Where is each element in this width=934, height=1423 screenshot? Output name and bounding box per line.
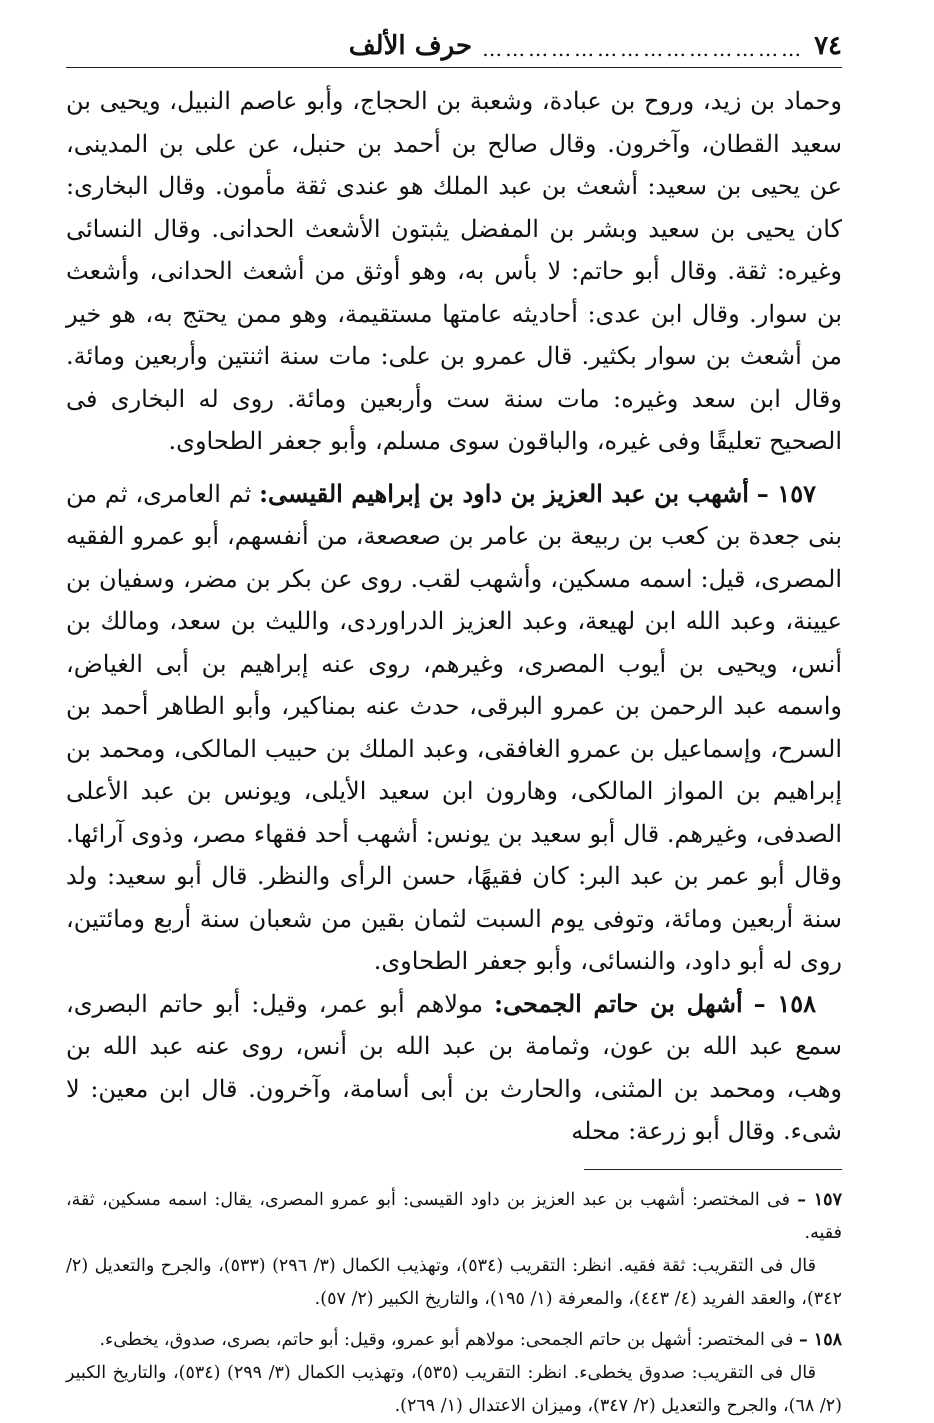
footnote-number: ١٥٧ – [797, 1189, 842, 1210]
footnote-separator [584, 1169, 842, 1170]
footnote-head [66, 1324, 842, 1357]
book-page [66, 24, 843, 1416]
page-number: ٧٤ [814, 31, 842, 61]
entry-157 [66, 473, 842, 983]
entry-text: مولاهم أبو عمر، وقيل: أبو حاتم البصرى، سمع عبد الله بن عون، وثمامة بن عبد الله بن أنس، روى عنه عبد الله بن وهب، ومحمد بن المثنى، والحارث بن أبى أسامة، وآخرون. قال ابن معين: لا شىء. وقال أبو زرعة: محله [66, 989, 843, 1145]
footnotes [66, 1184, 842, 1423]
footnote-number: ١٥٨ – [798, 1329, 842, 1350]
entry-158 [66, 983, 842, 1153]
continuation-paragraph: وحماد بن زيد، وروح بن عبادة، وشعبة بن الحجاج، وأبو عاصم النبيل، ويحيى بن سعيد القطان، وآخرون. وقال صالح بن أحمد بن حنبل، عن على بن المدينى، عن يحيى بن سعيد: أشعث بن عبد الملك هو عندى ثقة مأمون. وقال البخارى: كان يحيى بن سعيد وبشر بن المفضل يثبتون الأشعث الحدانى. وقال النسائى وغيره: ثقة. وقال أبو حاتم: لا بأس به، وهو أوثق من أشعث الحدانى، وأشعث بن سوار. وقال ابن عدى: أحاديثه عامتها مستقيمة، وهو ممن يحتج به، هو خير من أشعث بن سوار بكثير. قال عمرو بن على: مات سنة اثنتين وأربعين ومائة. وقال ابن سعد وغيره: مات سنة ست وأربعين ومائة. روى له البخارى فى الصحيح تعليقًا وفى غيره، والباقون سوى مسلم، وأبو جعفر الطحاوى. [66, 87, 843, 455]
entry-number: ١٥٨ – [753, 988, 816, 1018]
footnote-references: قال فى التقريب: ثقة فقيه. انظر: التقريب (٥٣٤)، وتهذيب الكمال (٣/ ٢٩٦) (٥٣٣)، والجرح والتعديل (٢/ ٣٤٢)، والعقد الفريد (٤/ ٤٤٣)، والمعرفة (١/ ١٩٥)، والتاريخ الكبير (٢/ ٥٧). [66, 1255, 842, 1309]
header-leader-dots: …………………………………… [482, 37, 805, 61]
footnote-head [66, 1184, 842, 1250]
entry-text: ثم العامرى، ثم من بنى جعدة بن كعب بن ربيعة بن عامر بن صعصعة، من أنفسهم، أبو عمرو الفقيه المصرى، قيل: اسمه مسكين، وأشهب لقب. روى عن بكر بن مضر، وسفيان بن عيينة، وعبد الله ابن لهيعة، وعبد العزيز الدراوردى، والليث بن سعد، ومالك بن أنس، ويحيى بن أيوب المصرى، وغيرهم، روى عنه إبراهيم بن أبى الغياض، واسمه عبد الرحمن بن عمرو البرقى، حدث عنه بمناكير، وأبو الطاهر أحمد بن السرح، وإسماعيل بن عمرو الغافقى، وعبد الملك بن حبيب المالكى، ومحمد بن إبراهيم بن المواز المالكى، وهارون ابن سعيد الأيلى، ويونس بن عبد الأعلى الصدفى، وغيرهم. قال أبو سعيد بن يونس: أشهب أحد فقهاء مصر، وذوى آرائها. وقال أبو عمر بن عبد البر: كان فقيهًا، حسن الرأى والنظر. قال أبو سعيد: ولد سنة أربعين ومائة، وتوفى يوم السبت لثمان بقين من شعبان سنة أربع ومائتين، روى له أبو داود، والنسائى، وأبو جعفر الطحاوى. [66, 479, 843, 975]
running-head [66, 24, 842, 68]
footnote-157 [66, 1184, 842, 1316]
section-title: حرف الألف [348, 31, 473, 61]
entry-name: أشهل بن حاتم الجمحى: [494, 988, 743, 1018]
main-text [66, 80, 842, 1153]
entry-number: ١٥٧ – [756, 478, 816, 508]
footnote-summary: فى المختصر: أشهل بن حاتم الجمحى: مولاهم أبو عمرو، وقيل: أبو حاتم، بصرى، صدوق، يخطىء. [99, 1329, 794, 1350]
footnote-summary: فى المختصر: أشهب بن عبد العزيز بن داود القيسى: أبو عمرو المصرى، يقال: اسمه مسكين، ثقة، فقيه. [66, 1189, 842, 1243]
footnote-references: قال فى التقريب: صدوق يخطىء. انظر: التقريب (٥٣٥)، وتهذيب الكمال (٣/ ٢٩٩) (٥٣٤)، والتاريخ الكبير (٢/ ٦٨)، والجرح والتعديل (٢/ ٣٤٧)، وميزان الاعتدال (١/ ٢٦٩). [66, 1362, 842, 1416]
entry-name: أشهب بن عبد العزيز بن داود بن إبراهيم القيسى: [259, 478, 749, 508]
footnote-158 [66, 1324, 842, 1423]
